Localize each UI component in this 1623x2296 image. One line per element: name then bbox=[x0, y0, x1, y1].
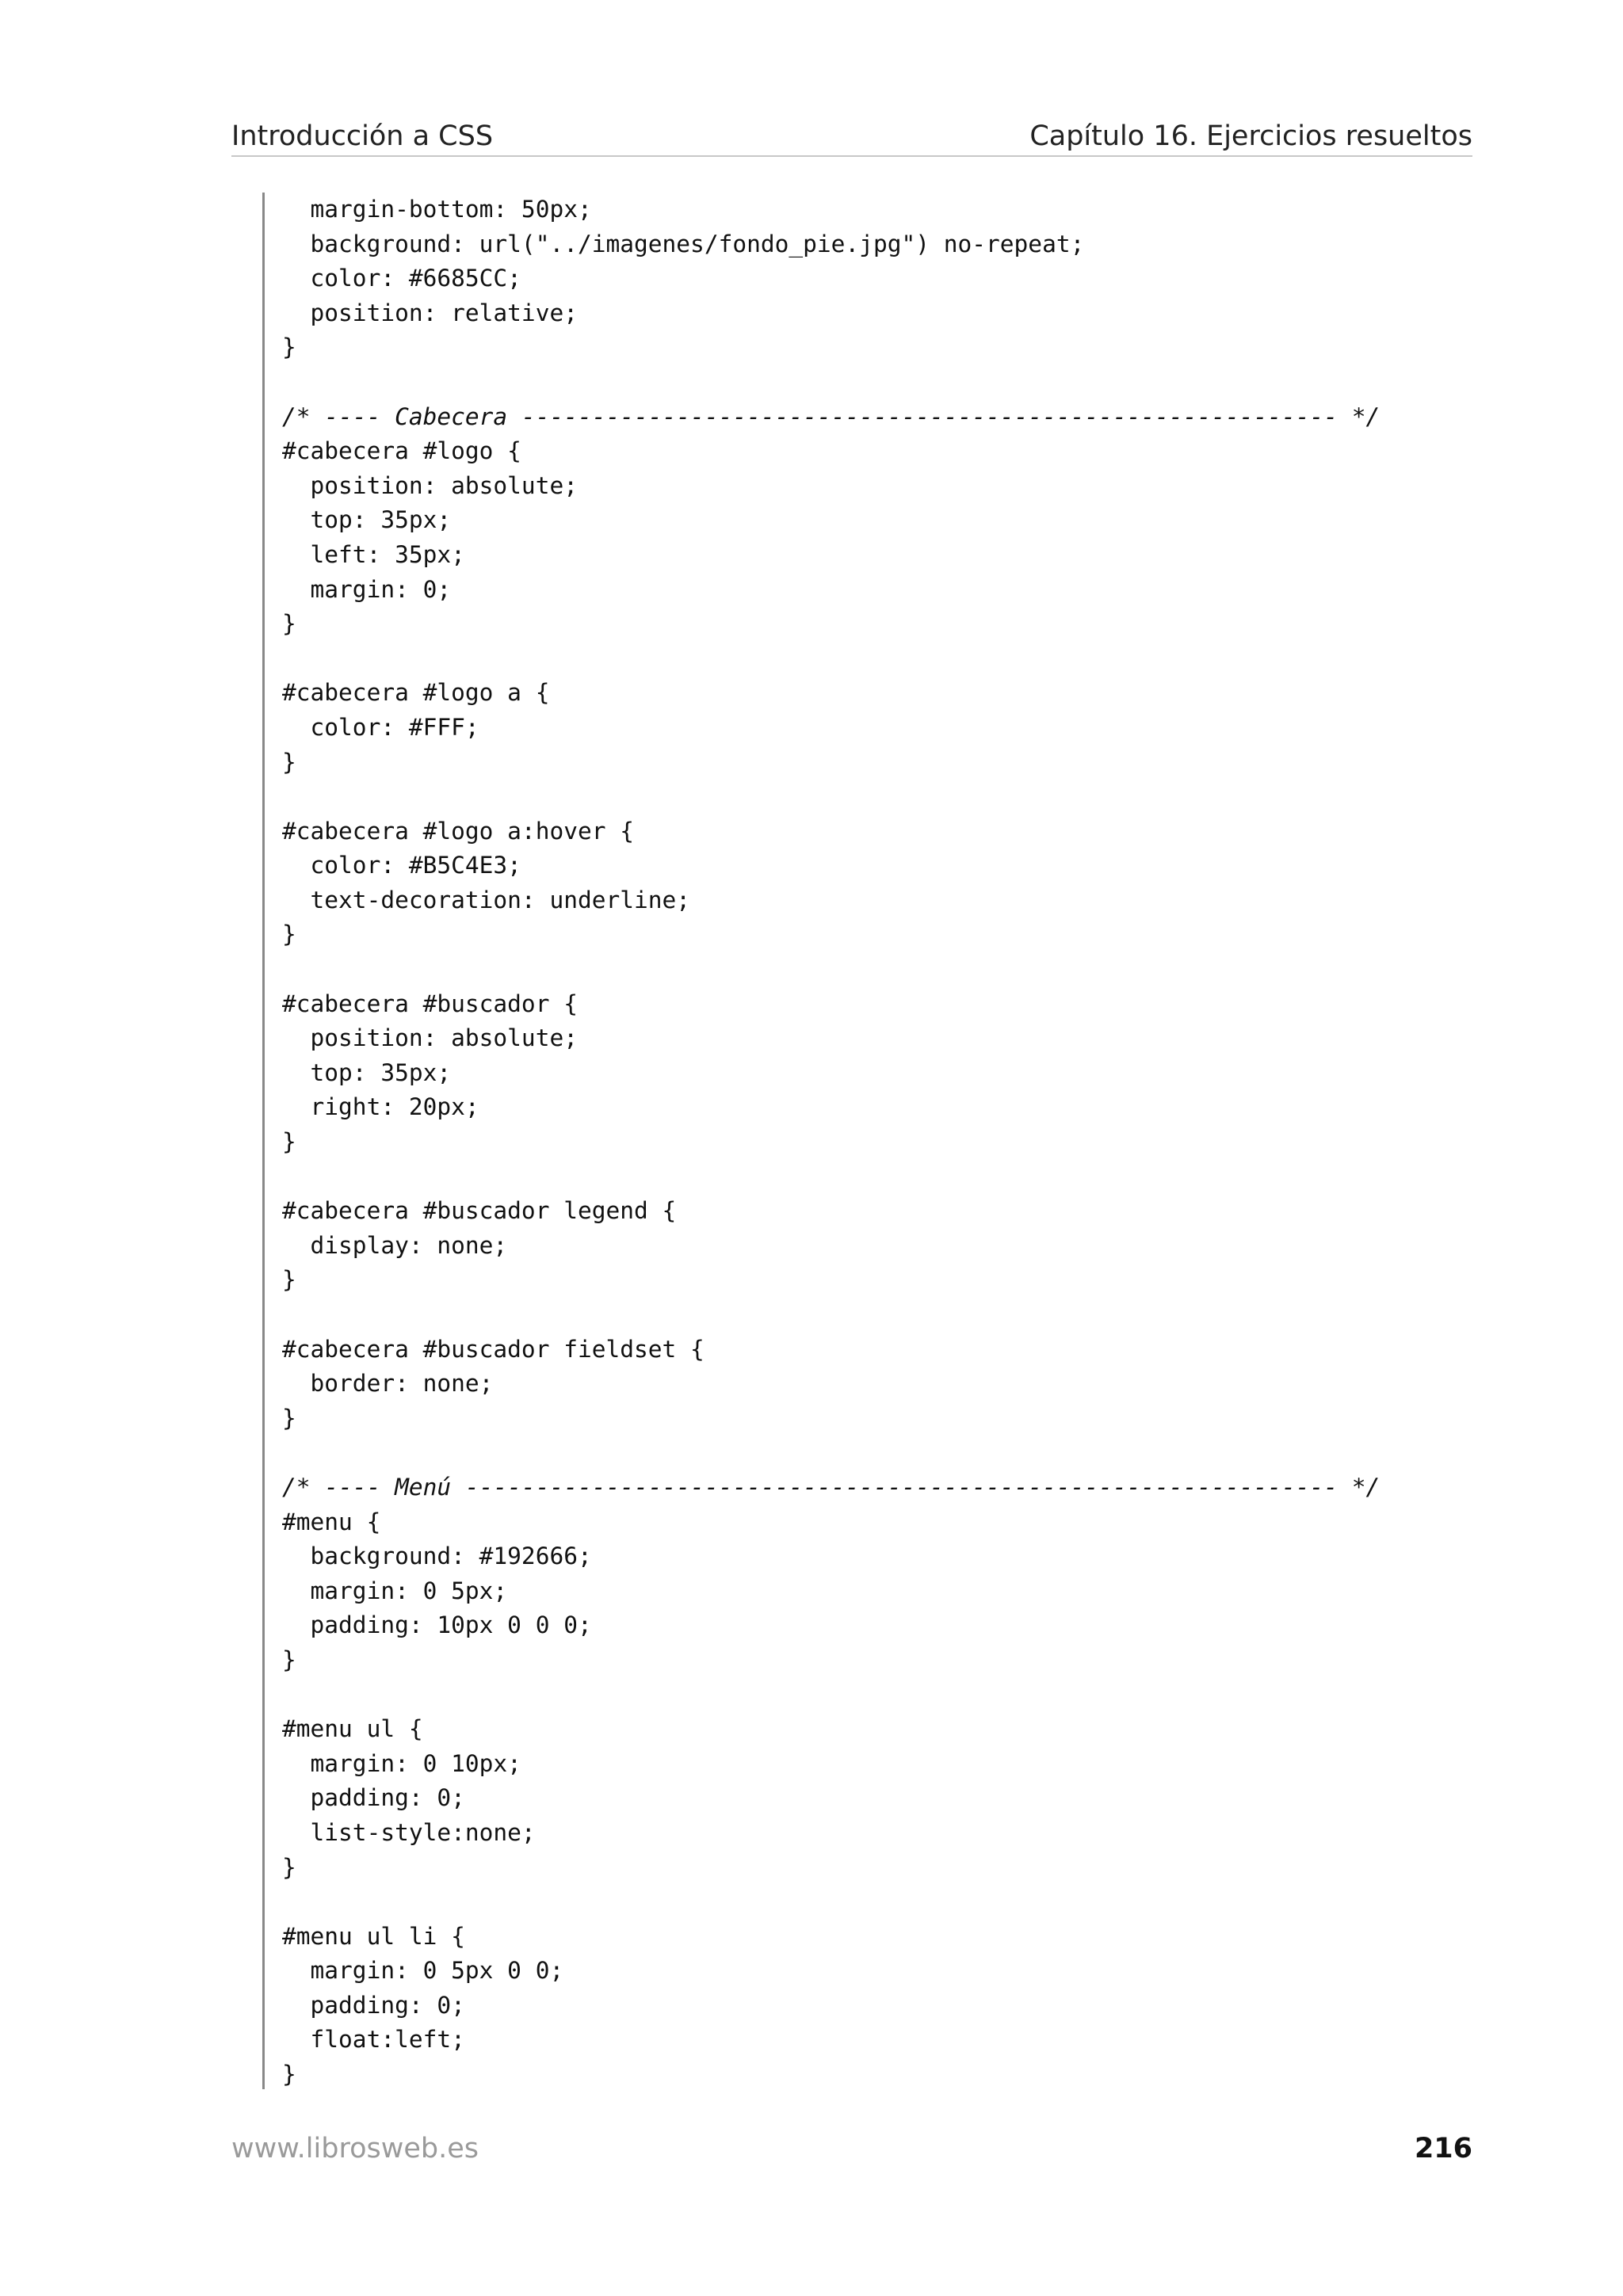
code-line: } bbox=[282, 1266, 296, 1294]
code-line: margin: 0 5px 0 0; bbox=[282, 1957, 564, 1985]
code-line: float:left; bbox=[282, 2026, 465, 2054]
code-line: /* ---- Cabecera ---------------------------------------------------------- */ bbox=[282, 402, 1381, 430]
code-line: } bbox=[282, 334, 296, 361]
page-number: 216 bbox=[1414, 2133, 1472, 2164]
code-line: margin: 0 10px; bbox=[282, 1749, 521, 1777]
code-line: position: absolute; bbox=[282, 1024, 578, 1052]
code-line: right: 20px; bbox=[282, 1093, 479, 1121]
footer-url: www.librosweb.es bbox=[231, 2133, 479, 2164]
chapter-title: Capítulo 16. Ejercicios resueltos bbox=[1029, 120, 1472, 152]
code-lines bbox=[282, 193, 1380, 2092]
code-line bbox=[282, 780, 1380, 814]
code-line: } bbox=[282, 748, 296, 776]
code-line bbox=[282, 1298, 1380, 1333]
code-line: } bbox=[282, 1646, 296, 1673]
code-line: list-style:none; bbox=[282, 1818, 536, 1846]
code-line: padding: 10px 0 0 0; bbox=[282, 1611, 592, 1639]
page-header bbox=[231, 119, 1472, 157]
code-line: position: relative; bbox=[282, 299, 578, 326]
code-line: } bbox=[282, 610, 296, 638]
code-line bbox=[282, 642, 1380, 677]
code-listing bbox=[262, 193, 1381, 2089]
code-line bbox=[282, 1678, 1380, 1713]
code-line: #cabecera #logo a { bbox=[282, 679, 550, 707]
code-line: background: #192666; bbox=[282, 1543, 592, 1570]
code-line: } bbox=[282, 1404, 296, 1432]
code-line bbox=[282, 952, 1380, 987]
code-line: margin-bottom: 50px; bbox=[282, 196, 592, 223]
code-line: border: none; bbox=[282, 1370, 494, 1398]
code-line bbox=[282, 1160, 1380, 1195]
code-line bbox=[282, 1436, 1380, 1470]
code-line: top: 35px; bbox=[282, 506, 452, 534]
code-line: #cabecera #logo a:hover { bbox=[282, 817, 635, 845]
book-title: Introducción a CSS bbox=[231, 120, 494, 152]
code-line: position: absolute; bbox=[282, 471, 578, 499]
code-line: #menu { bbox=[282, 1508, 381, 1535]
code-line: left: 35px; bbox=[282, 540, 465, 568]
code-line: /* ---- Menú -------------------------------------------------------------- */ bbox=[282, 1473, 1381, 1501]
code-line: #cabecera #logo { bbox=[282, 437, 521, 465]
code-line: padding: 0; bbox=[282, 1991, 465, 2019]
code-line: margin: 0 5px; bbox=[282, 1577, 508, 1604]
code-line: } bbox=[282, 921, 296, 948]
code-line: color: #FFF; bbox=[282, 713, 479, 741]
code-line: text-decoration: underline; bbox=[282, 886, 691, 913]
code-line bbox=[282, 365, 1380, 400]
code-line: #menu ul li { bbox=[282, 1922, 465, 1950]
code-line: display: none; bbox=[282, 1231, 508, 1259]
code-line: margin: 0; bbox=[282, 575, 452, 603]
code-line bbox=[282, 1885, 1380, 1920]
code-line: #cabecera #buscador fieldset { bbox=[282, 1335, 705, 1363]
code-line: color: #B5C4E3; bbox=[282, 852, 521, 879]
code-line: #cabecera #buscador { bbox=[282, 990, 578, 1017]
code-line: padding: 0; bbox=[282, 1784, 465, 1812]
code-line: } bbox=[282, 1128, 296, 1156]
code-line: color: #6685CC; bbox=[282, 265, 521, 292]
code-line: #menu ul { bbox=[282, 1715, 423, 1743]
code-line: #cabecera #buscador legend { bbox=[282, 1197, 677, 1225]
code-line: } bbox=[282, 1853, 296, 1881]
code-line: } bbox=[282, 2061, 296, 2088]
code-line: background: url("../imagenes/fondo_pie.jpg") no-repeat; bbox=[282, 230, 1085, 257]
code-line: top: 35px; bbox=[282, 1058, 452, 1086]
